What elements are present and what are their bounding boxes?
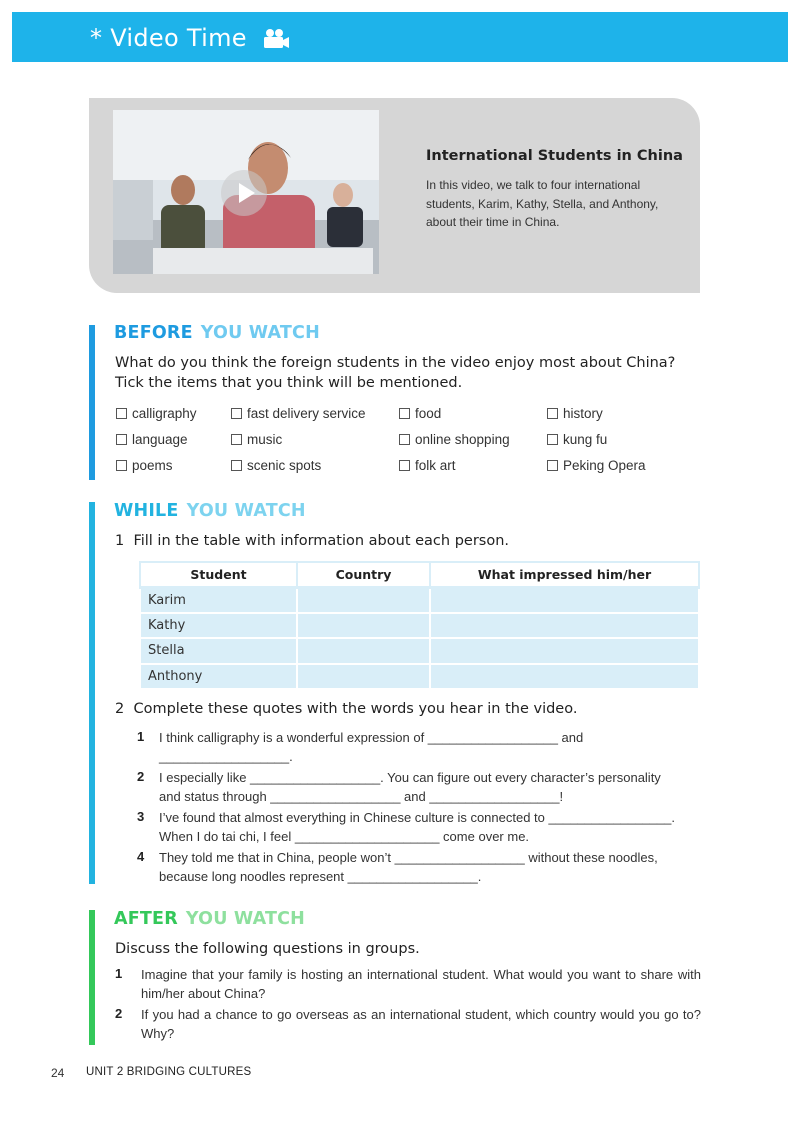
impressed-cell[interactable] [430, 613, 699, 639]
after-heading: AFTER YOU WATCH [114, 909, 306, 929]
checkbox[interactable] [116, 460, 127, 471]
option-kung-fu[interactable]: kung fu [547, 432, 607, 447]
video-camera-icon [262, 28, 290, 50]
video-thumbnail[interactable] [113, 110, 379, 274]
quote-item: They told me that in China, people won’t __________________ without these noodles, because long noodles represent __________________. [159, 850, 658, 884]
option-poems[interactable]: poems [116, 458, 173, 473]
page-number: 24 [51, 1066, 65, 1080]
table-row [140, 638, 699, 664]
quote-number: 2 [137, 769, 145, 784]
checkbox[interactable] [547, 460, 558, 471]
question-number: 1 [115, 966, 123, 981]
table-row [140, 613, 699, 639]
option-peking-opera[interactable]: Peking Opera [547, 458, 646, 473]
quote-number: 1 [137, 729, 145, 744]
impressed-cell[interactable] [430, 664, 699, 690]
after-prompt: Discuss the following questions in groups. [115, 941, 420, 957]
option-language[interactable]: language [116, 432, 188, 447]
option-folk-art[interactable]: folk art [399, 458, 456, 473]
option-music[interactable]: music [231, 432, 282, 447]
video-description: In this video, we talk to four international students, Karim, Kathy, Stella, and Anthony, about their time in China. [426, 178, 659, 229]
checkbox[interactable] [399, 408, 410, 419]
quote-item: I think calligraphy is a wonderful expression of __________________ and __________________. [159, 730, 584, 764]
page-title: * Video Time [90, 24, 247, 52]
quote-number: 4 [137, 849, 145, 864]
while-task2: 2 Complete these quotes with the words you hear in the video. [115, 701, 578, 717]
quote-number: 3 [137, 809, 145, 824]
checkbox[interactable] [116, 434, 127, 445]
header-banner [12, 12, 788, 62]
unit-label: UNIT 2 BRIDGING CULTURES [86, 1066, 252, 1078]
option-calligraphy[interactable]: calligraphy [116, 406, 197, 421]
country-cell[interactable] [297, 613, 430, 639]
checkbox[interactable] [231, 408, 242, 419]
table-header-impressed: What impressed him/her [430, 562, 699, 587]
checkbox[interactable] [399, 434, 410, 445]
checkbox[interactable] [399, 460, 410, 471]
student-name: Kathy [140, 613, 297, 639]
checkbox[interactable] [116, 408, 127, 419]
while-heading: WHILE YOU WATCH [114, 501, 306, 521]
checkbox[interactable] [231, 460, 242, 471]
before-prompt: What do you think the foreign students in the video enjoy most about China? Tick the items that you think will be mentioned. [115, 355, 676, 391]
info-table [139, 561, 700, 690]
impressed-cell[interactable] [430, 587, 699, 613]
table-header-country: Country [297, 562, 430, 587]
table-header-student: Student [140, 562, 297, 587]
table-row [140, 664, 699, 690]
before-section-bar [89, 325, 95, 480]
quote-item: I’ve found that almost everything in Chinese culture is connected to _________________. When I do tai chi, I feel ____________________ come over me. [159, 810, 676, 844]
question-number: 2 [115, 1006, 123, 1021]
after-section-bar [89, 910, 95, 1045]
discussion-question: Imagine that your family is hosting an international student. What would you want to share with him/her about China? [141, 967, 701, 1001]
quote-item: I especially like __________________. You can figure out every character’s personality and status through __________________ and __________________! [159, 770, 661, 804]
play-button[interactable] [221, 170, 267, 216]
video-card [89, 98, 700, 293]
country-cell[interactable] [297, 638, 430, 664]
option-history[interactable]: history [547, 406, 603, 421]
student-name: Anthony [140, 664, 297, 690]
option-scenic-spots[interactable]: scenic spots [231, 458, 321, 473]
before-heading: BEFORE YOU WATCH [114, 323, 320, 343]
discussion-question: If you had a chance to go overseas as an international student, which country would you go to? Why? [141, 1007, 701, 1041]
country-cell[interactable] [297, 587, 430, 613]
video-title: International Students in China [426, 148, 683, 164]
option-food[interactable]: food [399, 406, 441, 421]
student-name: Karim [140, 587, 297, 613]
while-section-bar [89, 502, 95, 884]
checkbox[interactable] [547, 434, 558, 445]
table-row [140, 587, 699, 613]
country-cell[interactable] [297, 664, 430, 690]
student-name: Stella [140, 638, 297, 664]
checkbox[interactable] [547, 408, 558, 419]
impressed-cell[interactable] [430, 638, 699, 664]
option-fast-delivery-service[interactable]: fast delivery service [231, 406, 366, 421]
checkbox[interactable] [231, 434, 242, 445]
option-online-shopping[interactable]: online shopping [399, 432, 510, 447]
while-task1: 1 Fill in the table with information about each person. [115, 533, 510, 549]
